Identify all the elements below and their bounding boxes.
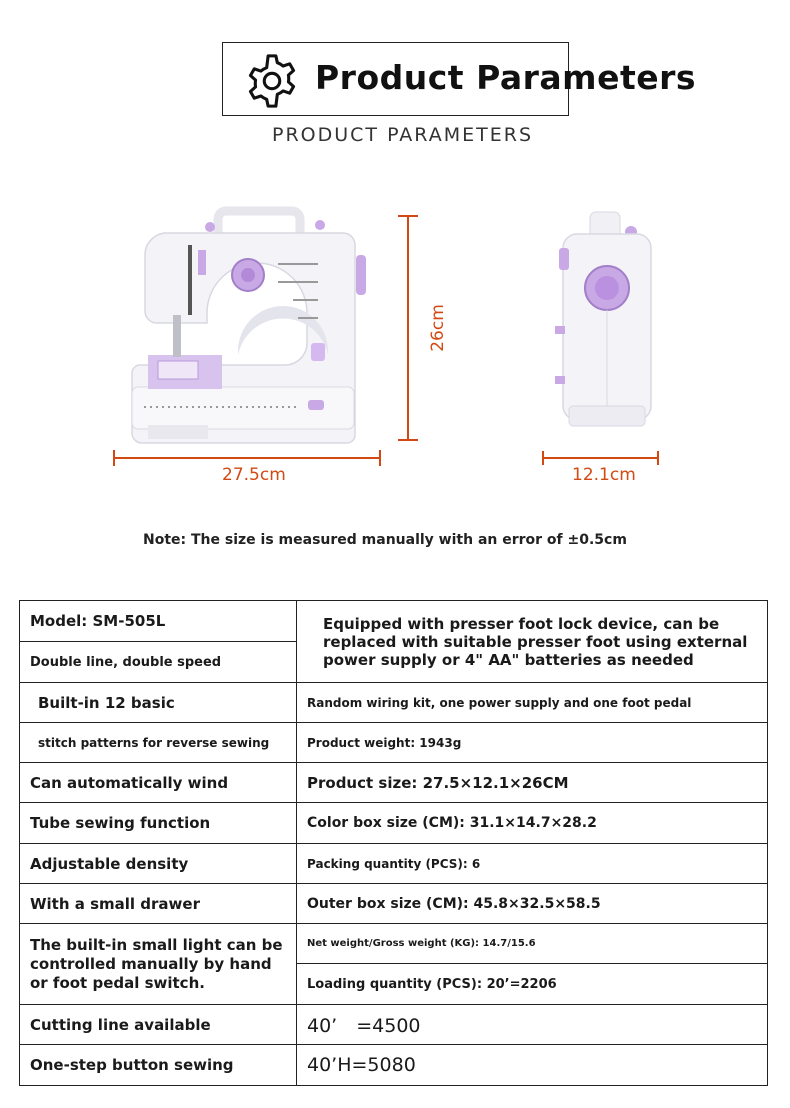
width-label: 27.5cm <box>222 465 286 485</box>
table-cell: stitch patterns for reverse sewing <box>20 723 297 763</box>
table-cell: 40’H=5080 <box>297 1045 768 1086</box>
table-row <box>20 803 768 844</box>
table-cell: 40’ =4500 <box>297 1005 768 1045</box>
table-cell: Random wiring kit, one power supply and one foot pedal <box>297 683 768 723</box>
table-cell: Color box size (CM): 31.1×14.7×28.2 <box>297 803 768 844</box>
table-row <box>20 601 768 642</box>
measurement-note: Note: The size is measured manually with an error of ±0.5cm <box>143 532 627 548</box>
table-cell: With a small drawer <box>20 884 297 924</box>
gear-icon <box>243 52 301 110</box>
table-cell: Outer box size (CM): 45.8×32.5×58.5 <box>297 884 768 924</box>
table-row <box>20 884 768 924</box>
table-row <box>20 844 768 884</box>
parameters-table <box>19 600 768 1086</box>
table-row <box>20 683 768 723</box>
table-cell: Product weight: 1943g <box>297 723 768 763</box>
table-cell: Cutting line available <box>20 1005 297 1045</box>
table-cell: Loading quantity (PCS): 20’=2206 <box>297 964 768 1005</box>
table-cell: Built-in 12 basic <box>20 683 297 723</box>
table-cell: Adjustable density <box>20 844 297 884</box>
table-cell: The built-in small light can be controlled manually by hand or foot pedal switch. <box>20 924 297 1005</box>
height-label: 26cm <box>427 304 448 352</box>
page-subtitle: PRODUCT PARAMETERS <box>272 124 534 146</box>
table-cell: One-step button sewing <box>20 1045 297 1086</box>
table-cell: Can automatically wind <box>20 763 297 803</box>
table-row <box>20 723 768 763</box>
page-title: Product Parameters <box>315 58 697 97</box>
sewing-machine-side-image <box>545 208 670 438</box>
depth-label: 12.1cm <box>572 465 636 485</box>
table-row <box>20 763 768 803</box>
table-cell: Double line, double speed <box>20 642 297 683</box>
table-cell: Packing quantity (PCS): 6 <box>297 844 768 884</box>
table-cell: Product size: 27.5×12.1×26CM <box>297 763 768 803</box>
table-cell: Net weight/Gross weight (KG): 14.7/15.6 <box>297 924 768 964</box>
table-cell: Model: SM-505L <box>20 601 297 642</box>
table-row <box>20 924 768 964</box>
table-cell: Tube sewing function <box>20 803 297 844</box>
table-cell: Equipped with presser foot lock device, can be replaced with suitable presser foot using external power supply or 4" AA" batteries as needed <box>297 601 768 683</box>
table-row <box>20 1005 768 1045</box>
table-row <box>20 1045 768 1086</box>
front-dimension-lines <box>108 210 428 470</box>
